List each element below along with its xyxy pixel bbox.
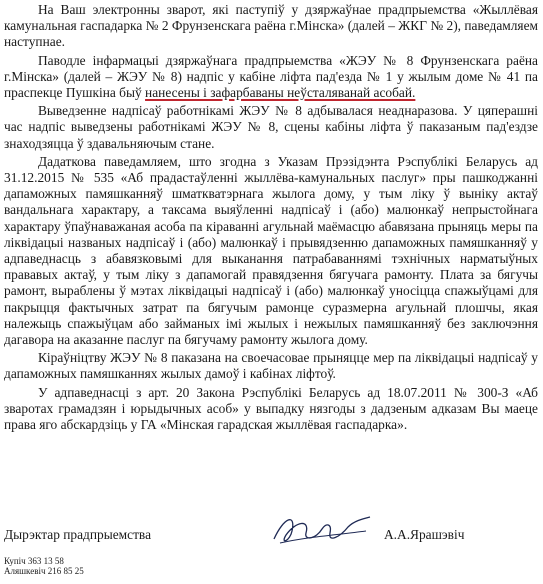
paragraph-appeal-rights bbox=[4, 385, 538, 434]
paragraph-information bbox=[4, 53, 538, 102]
letter-body bbox=[4, 2, 538, 435]
paragraph-text: Выведзенне надпісаў работнікамі ЖЭУ № 8 адбывалася неаднаразова. У цяперашні час надпіс выведзены работнікамі ЖЭУ № 8, сцены кабіны ліфта ў паказаным пад'ездзе знаходзяцца ў здавальняючым стане. bbox=[4, 103, 538, 151]
paragraph-text: Кіраўніцтву ЖЭУ № 8 паказана на своечасовае прыняцце мер па ліквідацыі надпісаў у дапаможных памяшканнях жылых дамоў і кабінах ліфтоў. bbox=[4, 350, 538, 382]
paragraph-text: У адпаведнасці з арт. 20 Закона Рэспублікі Беларусь ад 18.07.2011 № 300-З «Аб зваротах грамадзян і юрыдычных асоб» у выпадку нязгоды з дадзеным адказам Вы маеце права яго абскардзіць у ГА «Мінская гарадская жыллёвая гаспадарка». bbox=[4, 384, 538, 433]
contact-line: Аляшкевіч 216 85 25 bbox=[4, 566, 84, 576]
highlighted-phrase: нанесены і зафарбаваны неўсталяванай асобай. bbox=[145, 85, 416, 101]
paragraph-text: Паводле інфармацыі дзяржаўнага прадпрыемства «ЖЭУ № 8 Фрунзенскага раёна г.Мінска» (далей – ЖЭУ № 8) надпіс у кабіне ліфта пад'езда № 1 у жылым доме № 41 па праспекце Пушкіна быў bbox=[4, 52, 538, 101]
contact-footer bbox=[4, 556, 84, 576]
signatory-title: Дырэктар прадпрыемства bbox=[4, 527, 152, 542]
signature-block bbox=[4, 527, 538, 549]
paragraph-instruction bbox=[4, 350, 538, 382]
paragraph-removal bbox=[4, 103, 538, 152]
paragraph-text: Дадаткова паведамляем, што згодна з Указам Прэзідэнта Рэспублікі Беларусь ад 31.12.2015 № 535 «Аб прадастаўленні жыллёва-камунальных паслуг» пры пашкоджанні дапаможных памяшканняў шматкватэрнага жылога дому, у тым ліку ў выніку актаў вандальнага характару, а таксама выяўленні надпісаў і (або) малюнкаў непрыстойнага характару ўпаўнаважаная асоба па кіраванні агульнай маёмасцю абавязана прыняць меры па ліквідацыі названых надпісаў і (або) малюнкаў і прывядзенню дапаможных памяшканняў у адпаведнасць з абавязковымі для выканання патрабаваннямі тэхнічных нарматыўных прававых актаў, у тым ліку з дапамогай правядзення бягучага рамонту. Плата за бягучы рамонт, выраблены ў мэтах ліквідацыі надпісаў і (або) малюнкаў уносіцца спажыўцамі для пакрыцця фактычных затрат па бягучым рамонце суразмерна агульнай плошчы, якая належыць спажыўцам або займаных імі жылых і нежылых памяшканняў без заключэння дагавора на аказанне паслуг па бягучаму рамонту жылога дому. bbox=[4, 153, 538, 348]
signatory-name: А.А.Ярашэвіч bbox=[384, 527, 465, 542]
paragraph-decree bbox=[4, 154, 538, 348]
paragraph-intro bbox=[4, 2, 538, 51]
contact-line: Купіч 363 13 58 bbox=[4, 556, 64, 566]
paragraph-text: На Ваш электронны зварот, які паступіў у дзяржаўнае прадпрыемства «Жыллёвая камунальная гаспадарка № 2 Фрунзенскага раёна г.Мінска» (далей – ЖКГ № 2), паведамляем наступнае. bbox=[4, 2, 538, 50]
handwritten-signature bbox=[266, 509, 376, 551]
